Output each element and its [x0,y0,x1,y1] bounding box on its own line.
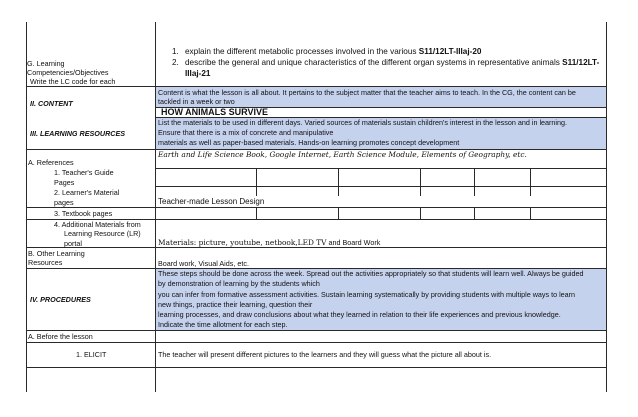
objective-1-num: 1. [172,47,179,56]
elicit-text: The teacher will present different pictures to the learners and they will guess what the picture all about is. [158,350,492,359]
procedures-note-line-4: new things, practice their learning, question their [158,300,313,309]
other-resources-value: Board work, Visual Aids, etc. [158,259,249,268]
resources-sources: Earth and Life Science Book, Google Internet, Earth Science Module, Elements of Geography, etc. [158,150,527,159]
content-topic: HOW ANIMALS SURVIVE [161,107,269,117]
resources-note-line-2: Ensure that there is a mix of concrete and manipulative [158,128,334,137]
learners-material-line-2: pages [54,198,74,207]
additional-value: Materials: picture, youtube, netbook,LED TV and Board Work [158,238,381,247]
additional-line-1: 4. Additional Materials from [54,220,141,229]
other-resources-line-1: B. Other Learning [28,249,85,258]
procedures-note-line-3: you can infer from formative assessment activities. Sustain learning systematically by providing students with multiple ways to learn [158,290,576,299]
references-label: A. References [28,158,74,167]
objectives-label-line-1: G. Learning [27,59,65,68]
additional-line-3: portal [64,239,82,248]
objective-2-num: 2. [172,58,179,67]
learners-material-line-1: 2. Learner's Material [54,188,120,197]
procedures-note-line-5: learning processes, and draw conclusions about what they learned in relation to their life experiences and previous knowledge. [158,310,561,319]
procedures-note-line-1: These steps should be done across the week. Spread out the activities appropriately so that students will learn well. Always be guided [158,269,584,278]
procedures-label: IV. PROCEDURES [30,295,91,304]
additional-line-2: Learning Resource (LR) [64,229,141,238]
elicit-label: 1. ELICIT [76,350,107,359]
teachers-guide-line-2: Pages [54,178,75,187]
procedures-note-line-2: by demonstration of learning by the students which [158,279,320,288]
content-note-line-1: Content is what the lesson is all about. It pertains to the subject matter that the teacher aims to teach. In the CG, the content can be [158,88,576,97]
other-resources-line-2: Resources [28,258,63,267]
content-label: II. CONTENT [30,99,73,108]
objectives-label-line-3: Write the LC code for each [30,77,116,86]
resources-label: III. LEARNING RESOURCES [30,129,126,138]
resources-note-line-3: materials as well as paper-based materials. Hands-on learning promotes concept development [158,138,460,147]
objective-1-text: explain the different metabolic processes involved in the various S11/12LT-IIIaj-20 [185,47,482,56]
before-lesson-label: A. Before the lesson [28,332,93,341]
objective-2-text: describe the general and unique characteristics of the different organ systems in representative animals S11/12LT- [185,58,600,67]
content-note-line-2: tackled in a week or two [158,97,235,106]
resources-note-line-1: List the materials to be used in different days. Varied sources of materials sustain children's interest in the lesson and in learning. [158,118,568,127]
objective-2-code-cont: IIIaj-21 [185,69,211,78]
teachers-guide-line-1: 1. Teacher's Guide [54,168,114,177]
procedures-note-line-6: Indicate the time allotment for each step. [158,320,288,329]
learners-material-value: Teacher-made Lesson Design [158,197,265,206]
objectives-label-line-2: Competencies/Objectives [27,68,109,77]
textbook-pages: 3. Textbook pages [54,209,113,218]
